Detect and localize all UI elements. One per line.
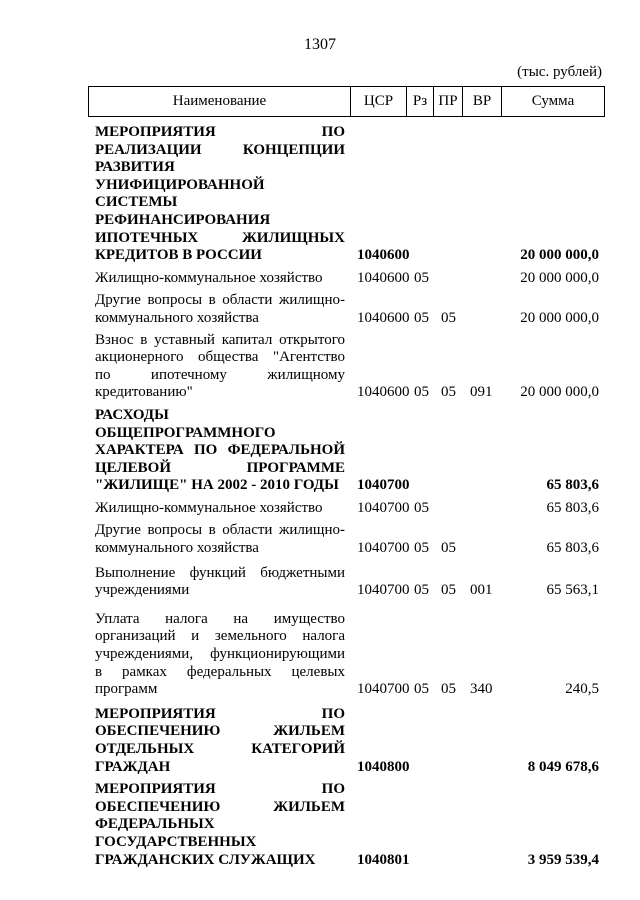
cell-pr: 05 (441, 540, 456, 557)
row-name (95, 332, 345, 402)
cell-sum: 20 000 000,0 (520, 384, 599, 401)
cell-sum: 240,5 (565, 681, 599, 698)
row-name-line: организаций и земельного налога (95, 628, 345, 645)
page-number: 1307 (304, 36, 336, 53)
row-name-line: ГРАЖДАН (95, 758, 171, 775)
cell-rz: 05 (414, 582, 429, 599)
table-row (95, 330, 605, 402)
row-name-line: ГОСУДАРСТВЕННЫХ (95, 833, 257, 850)
table-row (95, 563, 605, 600)
table-row (95, 290, 605, 327)
row-name-line: ИПОТЕЧНЫХ ЖИЛИЩНЫХ (95, 229, 345, 246)
row-name-line: СИСТЕМЫ (95, 194, 178, 211)
row-name-line: "ЖИЛИЩЕ" НА 2002 - 2010 ГОДЫ (95, 477, 339, 494)
row-name-line: Жилищно-коммунальное хозяйство (95, 499, 323, 516)
cell-sum: 65 803,6 (546, 540, 599, 557)
row-name-line: ГРАЖДАНСКИХ СЛУЖАЩИХ (95, 851, 316, 868)
cell-rz: 05 (414, 269, 429, 286)
row-name-line: КРЕДИТОВ В РОССИИ (95, 247, 262, 264)
row-name (95, 270, 345, 288)
table-row (95, 520, 605, 557)
row-name-line: ОБЕСПЕЧЕНИЮ ЖИЛЬЕМ (95, 798, 345, 815)
cell-csr: 1040600 (357, 309, 410, 326)
row-name-line: акционерного общества "Агентство (95, 349, 345, 366)
row-name-line: Жилищно-коммунальное хозяйство (95, 269, 323, 286)
cell-pr: 05 (441, 384, 456, 401)
cell-csr: 1040600 (357, 247, 410, 264)
cell-sum: 65 803,6 (546, 499, 599, 516)
header-csr: ЦСР (351, 87, 407, 116)
row-name-line: РАЗВИТИЯ (95, 159, 175, 176)
row-name-line: МЕРОПРИЯТИЯ ПО (95, 781, 345, 798)
table-row (95, 268, 605, 288)
cell-csr: 1040700 (357, 477, 410, 494)
table-row (95, 779, 605, 869)
cell-rz: 05 (414, 681, 429, 698)
row-name-line: ФЕДЕРАЛЬНЫХ (95, 816, 215, 833)
row-name (95, 292, 345, 327)
cell-csr: 1040700 (357, 499, 410, 516)
row-name-line: коммунального хозяйства (95, 309, 259, 326)
cell-rz: 05 (414, 384, 429, 401)
row-name (95, 522, 345, 557)
units-label: (тыс. рублей) (517, 64, 602, 80)
table-row (95, 122, 605, 265)
row-name-line: Другие вопросы в области жилищно- (95, 292, 345, 309)
cell-pr: 05 (441, 309, 456, 326)
row-name-line: УНИФИЦИРОВАННОЙ (95, 176, 265, 193)
row-name-line: Выполнение функций бюджетными (95, 564, 345, 581)
cell-sum: 8 049 678,6 (527, 758, 599, 775)
cell-pr: 05 (441, 582, 456, 599)
row-name-line: ЦЕЛЕВОЙ ПРОГРАММЕ (95, 459, 345, 476)
row-name-line: ОТДЕЛЬНЫХ КАТЕГОРИЙ (95, 741, 345, 757)
row-name-line: РЕАЛИЗАЦИИ КОНЦЕПЦИИ (95, 141, 345, 158)
row-name (95, 781, 345, 869)
header-rz: Рз (407, 87, 434, 116)
row-name-line: ХАРАКТЕРА ПО ФЕДЕРАЛЬНОЙ (95, 442, 345, 459)
table-body (95, 120, 605, 869)
cell-vr: 340 (470, 681, 493, 698)
table-row (95, 704, 605, 776)
row-name-line: ОБЕСПЕЧЕНИЮ ЖИЛЬЕМ (95, 723, 345, 740)
table-row (95, 609, 605, 699)
cell-sum: 65 563,1 (546, 582, 599, 599)
row-name-line: ОБЩЕПРОГРАММНОГО (95, 424, 276, 441)
cell-rz: 05 (414, 309, 429, 326)
cell-csr: 1040700 (357, 582, 410, 599)
row-name-line: учреждениями (95, 582, 190, 599)
table-row (95, 498, 605, 518)
cell-sum: 20 000 000,0 (520, 247, 599, 264)
row-name (95, 706, 345, 776)
cell-sum: 65 803,6 (546, 477, 599, 494)
row-name-line: по ипотечному жилищному (95, 366, 345, 383)
row-name (95, 124, 345, 265)
row-name-line: Взнос в уставный капитал открытого (95, 331, 345, 348)
row-name (95, 565, 345, 600)
row-name-line: РЕФИНАНСИРОВАНИЯ (95, 211, 271, 228)
row-name-line: МЕРОПРИЯТИЯ ПО (95, 705, 345, 722)
cell-sum: 20 000 000,0 (520, 309, 599, 326)
row-name (95, 407, 345, 495)
row-name-line: программ (95, 681, 158, 698)
cell-pr: 05 (441, 681, 456, 698)
row-name-line: Другие вопросы в области жилищно- (95, 522, 345, 539)
cell-vr: 091 (470, 384, 493, 401)
row-name-line: РАСХОДЫ (95, 406, 169, 423)
row-name (95, 611, 345, 699)
row-name-line: Уплата налога на имущество (95, 610, 345, 627)
table-header (88, 86, 605, 117)
row-name-line: учреждениями, функционирующими (95, 646, 345, 663)
cell-vr: 001 (470, 582, 493, 599)
header-sum: Сумма (531, 93, 575, 109)
cell-csr: 1040700 (357, 681, 410, 698)
cell-sum: 3 959 539,4 (527, 851, 599, 868)
cell-csr: 1040600 (357, 384, 410, 401)
cell-sum: 20 000 000,0 (520, 269, 599, 286)
cell-rz: 05 (414, 540, 429, 557)
row-name-line: кредитованию" (95, 384, 193, 401)
header-pr: ПР (434, 87, 463, 116)
row-name (95, 500, 345, 518)
cell-rz: 05 (414, 499, 429, 516)
cell-csr: 1040801 (357, 851, 410, 868)
cell-csr: 1040800 (357, 758, 410, 775)
row-name-line: МЕРОПРИЯТИЯ ПО (95, 124, 345, 140)
table-row (95, 405, 605, 495)
row-name-line: коммунального хозяйства (95, 540, 259, 557)
row-name-line: в рамках федеральных целевых (95, 663, 345, 680)
cell-csr: 1040700 (357, 540, 410, 557)
cell-csr: 1040600 (357, 269, 410, 286)
header-name: Наименование (89, 87, 351, 116)
header-vr: ВР (463, 87, 502, 116)
